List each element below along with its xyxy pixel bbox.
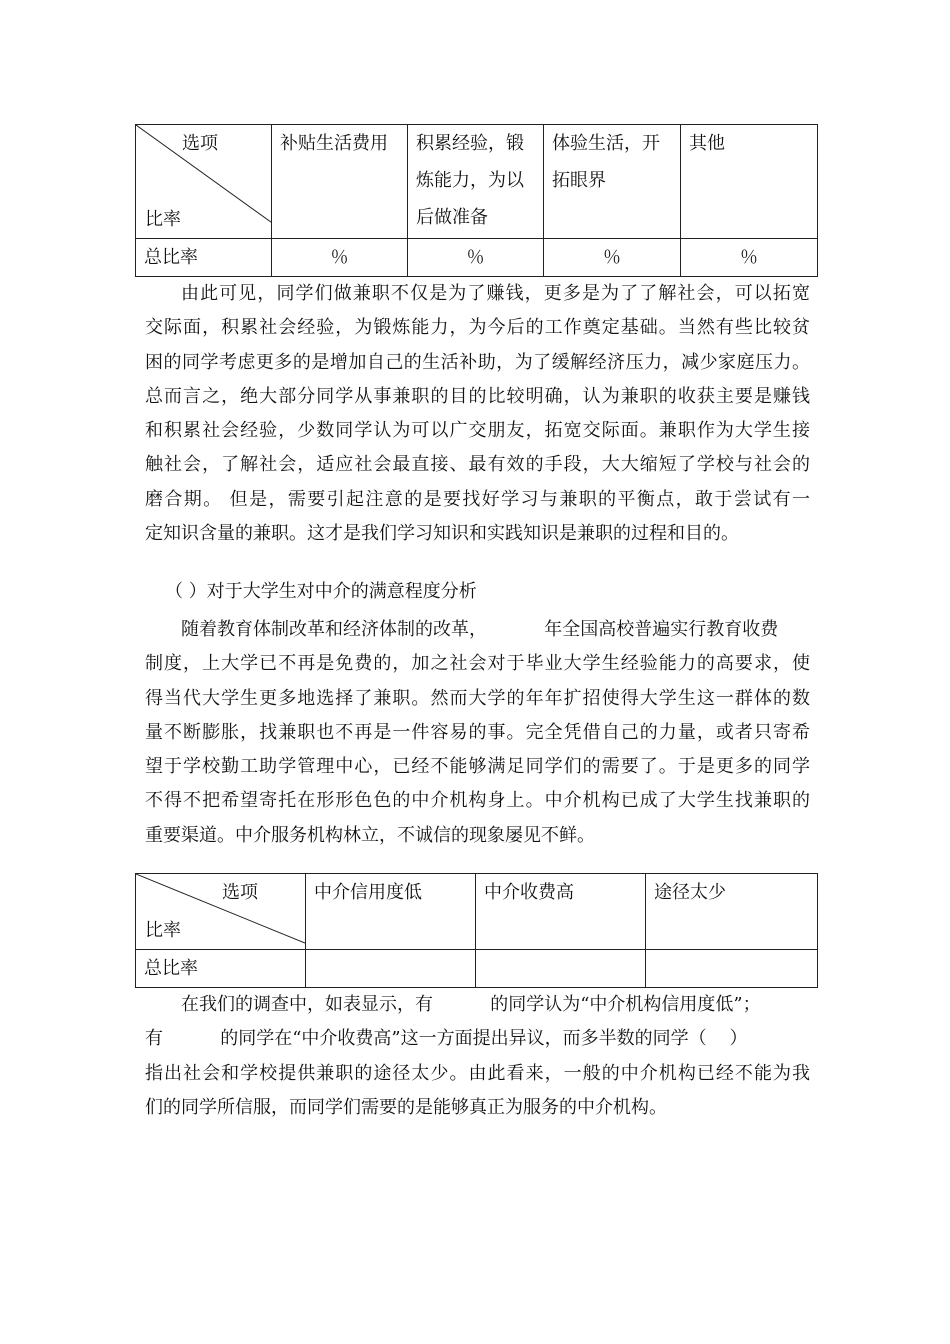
percent-cell: ％ <box>544 239 681 277</box>
text-line: 们的同学所信服，而同学们需要的是能够真正为服务的中介机构。 <box>145 1096 667 1118</box>
diagonal-header-cell <box>136 125 272 239</box>
diagonal-header-cell <box>136 874 306 950</box>
section-heading-text: （ ）对于大学生对中介的满意程度分析 <box>165 581 477 602</box>
text-line: 随着教育体制改革和经济体制的改革， 年全国高校普遍实行教育收费 <box>181 619 779 640</box>
table-row <box>136 950 818 988</box>
text-line: 由此可见，同学们做兼职不仅是为了赚钱，更多是为了了解社会，可以拓宽 <box>181 283 810 304</box>
row-label: 总比率 <box>136 950 306 988</box>
text-line: 困的同学考虑更多的是增加自己的生活补助，为了缓解经济压力，减少家庭压力。 <box>145 351 810 373</box>
column-header: 补贴生活费用 <box>272 125 408 239</box>
text-line: 望于学校勤工助学管理中心，已经不能够满足同学们的需要了。于是更多的同学 <box>145 756 810 778</box>
text-line: 制度，上大学已不再是免费的，加之社会对于毕业大学生经验能力的高要求，使 <box>145 653 810 675</box>
column-header: 体验生活，开拓眼界 <box>544 125 681 239</box>
header-option-label: 选项 <box>222 882 258 903</box>
paragraph-conclusion <box>145 277 810 551</box>
text-line: 重要渠道。中介服务机构林立，不诚信的现象屡见不鲜。 <box>145 824 595 846</box>
text-line: 和积累社会经验，少数同学认为可以广交朋友，拓宽交际面。兼职作为大学生接 <box>145 420 810 442</box>
value-cell <box>306 950 476 988</box>
table-header-row <box>136 125 818 239</box>
section-heading <box>145 575 810 609</box>
text-line: 在我们的调查中，如表显示，有 的同学认为“中介机构信用度低”； <box>181 994 761 1015</box>
table-header-row <box>136 874 818 950</box>
paragraph-agency-background <box>145 613 810 853</box>
paragraph-survey-result <box>145 988 810 1125</box>
text-line: 交际面，积累社会经验，为锻炼能力，为今后的工作奠定基础。当然有些比较贫 <box>145 317 810 339</box>
text-line: 定知识含量的兼职。这才是我们学习知识和实践知识是兼职的过程和目的。 <box>145 523 739 545</box>
header-rate-label: 比率 <box>145 920 181 941</box>
column-header: 中介信用度低 <box>306 874 476 950</box>
column-header: 其他 <box>681 125 818 239</box>
header-rate-label: 比率 <box>145 209 181 230</box>
agency-satisfaction-table <box>135 873 818 988</box>
column-header: 积累经验，锻炼能力，为以后做准备 <box>408 125 544 239</box>
row-label: 总比率 <box>136 239 272 277</box>
column-header: 中介收费高 <box>476 874 646 950</box>
purpose-table <box>135 124 818 277</box>
text-line: 触社会，了解社会，适应社会最直接、最有效的手段，大大缩短了学校与社会的 <box>145 454 810 476</box>
text-line: 不得不把希望寄托在形形色色的中介机构身上。中介机构已成了大学生找兼职的 <box>145 790 810 812</box>
text-line: 指出社会和学校提供兼职的途径太少。由此看来，一般的中介机构已经不能为我 <box>145 1062 810 1084</box>
text-line: 总而言之，绝大部分同学从事兼职的目的比较明确，认为兼职的收获主要是赚钱 <box>145 385 810 407</box>
value-cell <box>646 950 818 988</box>
table-row <box>136 239 818 277</box>
text-line: 磨合期。 但是，需要引起注意的是要找好学习与兼职的平衡点，敢于尝试有一 <box>145 488 810 510</box>
text-line: 得当代大学生更多地选择了兼职。然而大学的年年扩招使得大学生这一群体的数 <box>145 687 810 709</box>
percent-cell: ％ <box>272 239 408 277</box>
text-line: 量不断膨胀，找兼职也不再是一件容易的事。完全凭借自己的力量，或者只寄希 <box>145 721 810 743</box>
text-line: 有 的同学在“中介收费高”这一方面提出异议，而多半数的同学（ ） <box>145 1028 748 1050</box>
percent-cell: ％ <box>681 239 818 277</box>
header-option-label: 选项 <box>182 133 218 154</box>
value-cell <box>476 950 646 988</box>
column-header: 途径太少 <box>646 874 818 950</box>
percent-cell: ％ <box>408 239 544 277</box>
